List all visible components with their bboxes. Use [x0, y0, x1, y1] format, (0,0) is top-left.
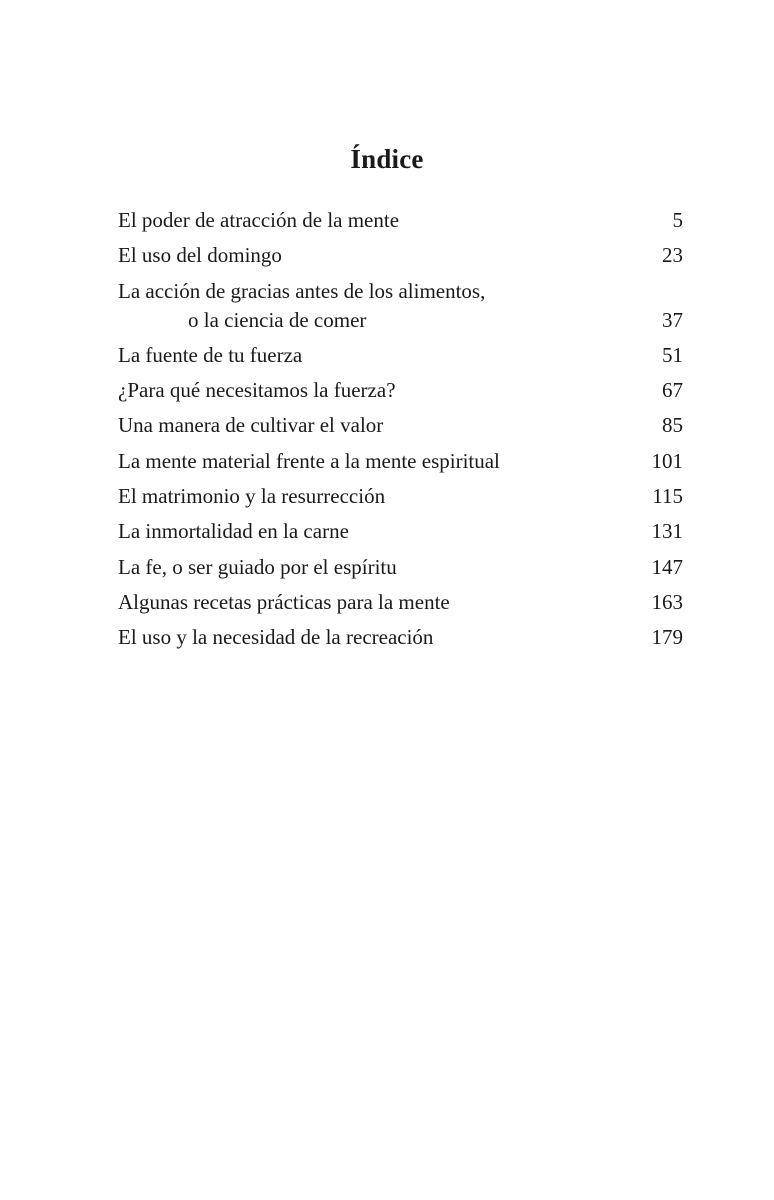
toc-entry	[118, 241, 683, 270]
toc-entry-title: El matrimonio y la resurrección	[118, 484, 386, 509]
toc-entry-page: 23	[662, 243, 683, 268]
toc-entry-title: La fe, o ser guiado por el espíritu	[118, 554, 397, 579]
toc-entry-title-line1: La acción de gracias antes de los alimentos,	[118, 278, 486, 303]
toc-entry-title: La fuente de tu fuerza	[118, 342, 303, 367]
toc-entry-page: 163	[651, 589, 683, 614]
toc-entry-title: La inmortalidad en la carne	[118, 519, 349, 544]
toc-entry	[118, 553, 683, 582]
toc-entry	[118, 376, 683, 405]
toc-entry-page: 67	[662, 378, 683, 403]
toc-entry	[118, 411, 683, 440]
toc-entry-title: El uso del domingo	[118, 243, 282, 268]
toc-entry-title: El poder de atracción de la mente	[118, 208, 400, 232]
toc-entry-page: 131	[651, 519, 683, 544]
toc-entry	[118, 588, 683, 617]
toc-entry-page: 51	[662, 342, 683, 367]
toc-entry-title: ¿Para qué necesitamos la fuerza?	[118, 378, 396, 403]
toc-entry-page: 179	[651, 625, 683, 650]
toc-entry-page: 85	[662, 413, 683, 438]
toc-entry-title: Algunas recetas prácticas para la mente	[118, 589, 450, 614]
toc-entry-page: 37	[662, 307, 683, 332]
toc-entry	[118, 447, 683, 476]
toc-entry-title-line2: o la ciencia de comer	[188, 307, 367, 332]
toc-entry-page: 5	[672, 208, 683, 232]
toc-entry-page: 147	[651, 554, 683, 579]
toc-entry	[118, 206, 683, 235]
toc-entry	[118, 482, 683, 511]
table-of-contents	[118, 206, 683, 659]
toc-entry	[118, 341, 683, 370]
toc-entry-page: 101	[651, 448, 683, 473]
toc-entry	[118, 277, 683, 335]
toc-entry-title: La mente material frente a la mente espiritual	[118, 448, 500, 473]
toc-entry-page: 115	[652, 484, 683, 509]
toc-entry	[118, 623, 683, 652]
toc-entry-title-multiline	[118, 277, 485, 335]
page-title: Índice	[350, 144, 424, 174]
toc-entry	[118, 517, 683, 546]
toc-entry-title: Una manera de cultivar el valor	[118, 413, 384, 438]
toc-entry-title: El uso y la necesidad de la recreación	[118, 625, 434, 650]
